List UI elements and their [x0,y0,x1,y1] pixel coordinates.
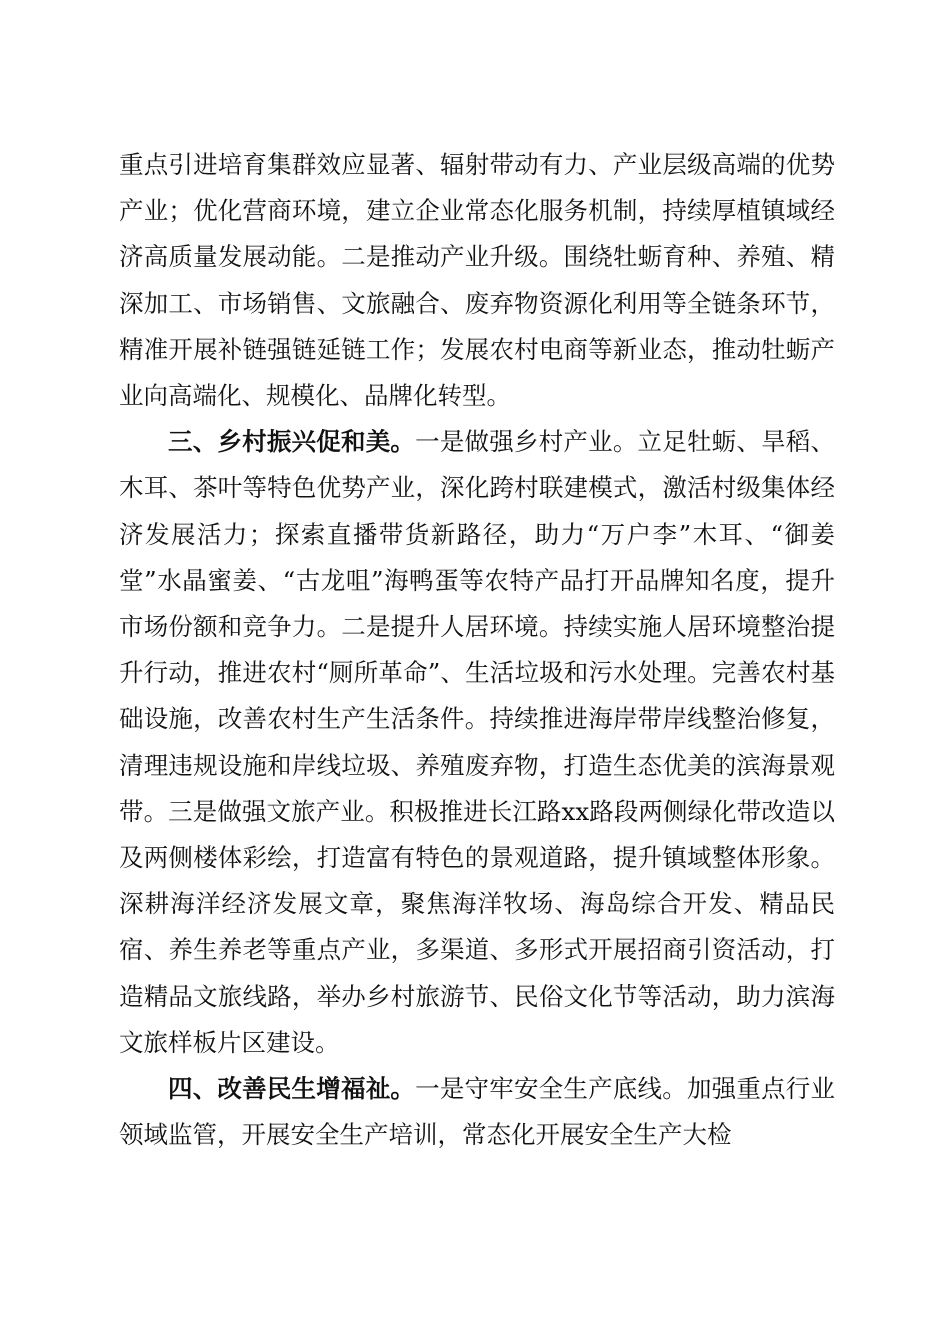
paragraph-continued [119,142,835,419]
paragraph-text: 一是守牢安全生产底线。加强重点行业领域监管，开展安全生产培训，常态化开展安全生产大检 [119,1074,836,1150]
paragraph-text: 重点引进培育集群效应显著、辐射带动有力、产业层级高端的优势产业；优化营商环境，建立企业常态化服务机制，持续厚植镇域经济高质量发展动能。二是推动产业升级。围绕牡蛎育种、养殖、精深加工、市场销售、文旅融合、废弃物资源化利用等全链条环节，精准开展补链强链延链工作；发展农村电商等新业态，推动牡蛎产业向高端化、规模化、品牌化转型。 [119,150,835,411]
paragraph-section-four [119,1066,835,1158]
section-heading: 三、乡村振兴促和美。 [168,427,416,457]
paragraph-text: 一是做强乡村产业。立足牡蛎、旱稻、木耳、茶叶等特色优势产业，深化跨村联建模式，激活村级集体经济发展活力；探索直播带货新路径，助力“万户李”木耳、“御姜堂”水晶蜜姜、“古龙咀”海鸭蛋等农特产品打开品牌知名度，提升市场份额和竞争力。二是提升人居环境。持续实施人居环境整治提升行动，推进农村“厕所革命”、生活垃圾和污水处理。完善农村基础设施，改善农村生产生活条件。持续推进海岸带岸线整治修复，清理违规设施和岸线垃圾、养殖废弃物，打造生态优美的滨海景观带。三是做强文旅产业。积极推进长江路xx路段两侧绿化带改造以及两侧楼体彩绘，打造富有特色的景观道路，提升镇域整体形象。深耕海洋经济发展文章，聚焦海洋牧场、海岛综合开发、精品民宿、养生养老等重点产业，多渠道、多形式开展招商引资活动，打造精品文旅线路，举办乡村旅游节、民俗文化节等活动，助力滨海文旅样板片区建设。 [119,427,836,1057]
paragraph-section-three [119,419,835,1066]
document-body [119,142,835,1158]
section-heading: 四、改善民生增福祉。 [168,1074,416,1104]
